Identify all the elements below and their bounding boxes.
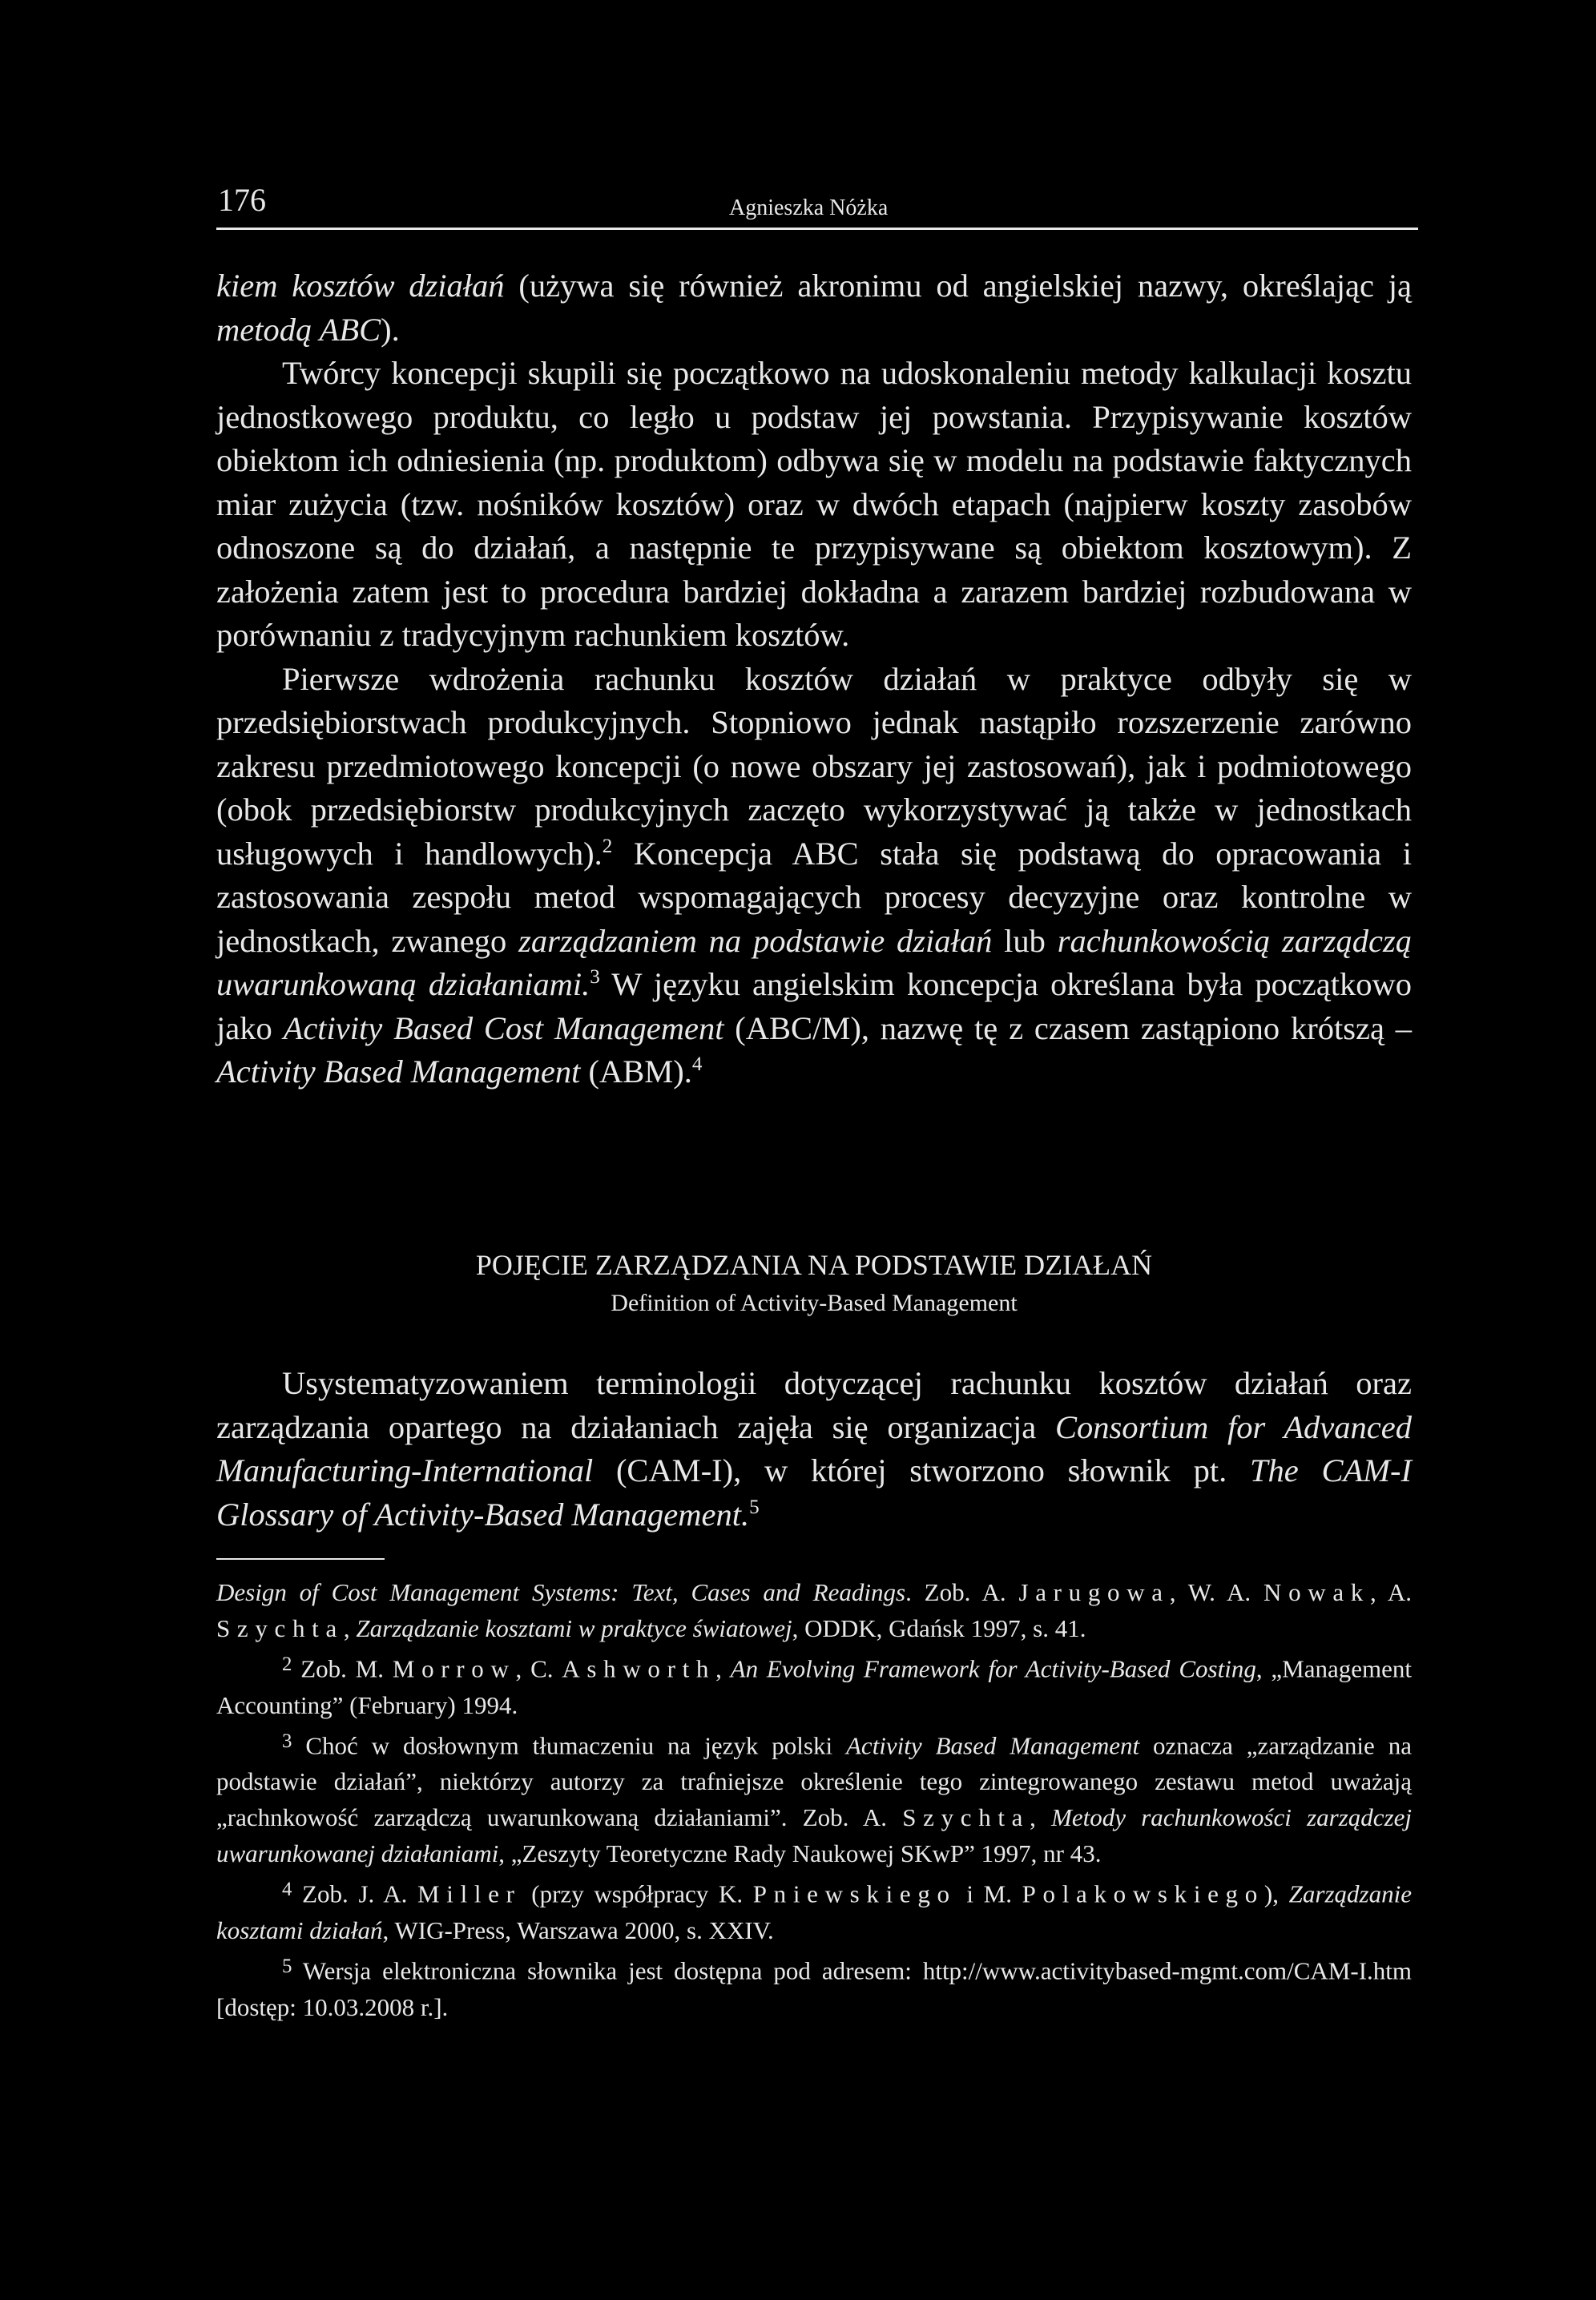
text-run: Usystematyzowaniem terminologii dotyczącej rachunku kosztów działań oraz zarządzania opartego na działaniach zajęła się organizacja xyxy=(216,1365,1412,1445)
main-text xyxy=(216,264,1412,1094)
footnote-number: 3 xyxy=(282,1730,292,1752)
italic-run: kiem kosztów działań xyxy=(216,268,505,304)
footnote xyxy=(216,1871,1412,1948)
italic-run: Zarządzanie kosztami działań xyxy=(216,1880,1412,1945)
text-run: i M. xyxy=(956,1880,1022,1909)
author-name: Morrow xyxy=(392,1654,516,1683)
italic-run: metodą ABC xyxy=(216,311,381,348)
author-name: Miller xyxy=(417,1880,522,1909)
running-head: Agnieszka Nóżka xyxy=(729,195,889,220)
footnote-separator xyxy=(216,1558,385,1560)
text-run: Wersja elektroniczna słownika jest dostępna pod adresem: http://www.activitybased-mgmt.com/CAM-I.htm [dostęp: 10.03.2008 r.]. xyxy=(216,1956,1412,2021)
footnote xyxy=(216,1948,1412,2025)
author-name: Nowak xyxy=(1264,1578,1370,1606)
footnote-ref: 2 xyxy=(602,835,613,857)
text-run: Zob. J. A. xyxy=(292,1880,418,1909)
text-run: . Zob. A. xyxy=(905,1578,1019,1606)
italic-run: Activity Based Management xyxy=(846,1731,1140,1760)
italic-run: rachunkowością zarządczą uwarunkowaną działaniami. xyxy=(216,922,1412,1002)
author-name: Pniewskiego xyxy=(752,1880,957,1909)
text-run: (ABC/M), nazwę tę z czasem zastąpiono krótszą – xyxy=(723,1009,1413,1046)
footnote xyxy=(216,1723,1412,1872)
italic-run: Consortium for Advanced Manufacturing-International xyxy=(216,1408,1412,1488)
italic-run: Metody rachunkowości zarządczej uwarunkowanej działaniami xyxy=(216,1803,1413,1868)
footnote xyxy=(216,1646,1412,1723)
paragraph-continuation xyxy=(216,264,1412,352)
text-run: W języku angielskim koncepcja określana była początkowo jako xyxy=(216,966,1412,1046)
footnote-number: 4 xyxy=(282,1879,292,1901)
text-run: Zob. M. xyxy=(292,1654,393,1683)
text-run: oznacza „zarządzanie na podstawie działań”, niektórzy autorzy za trafniejsze określenie tego zintegrowanego zestawu metod uważają „rachnkowość zarządczą uwarunkowaną działaniami”. Zob. A. xyxy=(216,1731,1412,1832)
author-name: Polakowskiego xyxy=(1022,1880,1264,1909)
text-run: ), xyxy=(1264,1880,1289,1909)
footnote-number: 2 xyxy=(282,1654,292,1675)
text-run: , xyxy=(1030,1803,1052,1832)
text-run: , xyxy=(715,1654,731,1683)
text-run: (CAM-I), w której stworzono słownik pt. xyxy=(593,1452,1251,1488)
footnote xyxy=(216,1574,1412,1646)
text-run: lub xyxy=(992,922,1058,959)
text-run: , A. xyxy=(1369,1578,1412,1606)
author-name: Szychta xyxy=(216,1614,344,1642)
text-run: , „Zeszyty Teoretyczne Rady Naukowej SKwP” 1997, nr 43. xyxy=(498,1839,1102,1868)
text-run: Koncepcja ABC stała się podstawą do opracowania i zastosowania zespołu metod wspomagających procesy decyzyjne oraz kontrolne w jednostkach, zwanego xyxy=(216,835,1412,959)
text-run: ). xyxy=(381,311,400,348)
text-run: Pierwsze wdrożenia rachunku kosztów działań w praktyce odbyły się w przedsiębiorstwach produkcyjnych. Stopniowo jednak nastąpiło rozszerzenie zarówno zakresu przedmiotowego koncepcji (o nowe obszary jej zastosowań), jak i podmiotowego (obok przedsiębiorstw produkcyjnych zaczęto wykorzystywać ją także w jednostkach usługowych i handlowych). xyxy=(216,660,1412,872)
author-name: Jarugowa xyxy=(1018,1578,1170,1606)
section-title: POJĘCIE ZARZĄDZANIA NA PODSTAWIE DZIAŁAŃ xyxy=(475,1249,1153,1281)
italic-run: Zarządzanie kosztami w praktyce światowej xyxy=(356,1614,792,1642)
text-run: Choć w dosłownym tłumaczeniu na język polski xyxy=(292,1731,846,1760)
section-heading-block xyxy=(216,1246,1412,1323)
text-run: , ODDK, Gdańsk 1997, s. 41. xyxy=(792,1614,1086,1642)
italic-run: An Evolving Framework for Activity-Based Costing xyxy=(730,1654,1256,1683)
italic-run: Design of Cost Management Systems: Text, Cases and Readings xyxy=(216,1578,906,1606)
italic-run: Activity Based Cost Management xyxy=(283,1009,724,1046)
text-run: , „Management Accounting” (February) 1994. xyxy=(216,1654,1412,1719)
section-text xyxy=(216,1362,1412,1537)
footnote-number: 5 xyxy=(282,1956,292,1978)
text-run: Twórcy koncepcji skupili się początkowo na udoskonaleniu metody kalkulacji kosztu jednostkowego produktu, co legło u podstaw jej powstania. Przypisywanie kosztów obiektom ich odniesienia (np. produktom) odbywa się w modelu na podstawie faktycznych miar zużycia (tzw. nośników kosztów) oraz w dwóch etapach (najpierw koszty zasobów odnoszone są do działań, a następnie te przypisywane są obiektom kosztowym). Z założenia zatem jest to procedura bardziej dokładna a zarazem bardziej rozbudowana w porównaniu z tradycyjnym rachunkiem kosztów. xyxy=(216,355,1412,653)
italic-run: zarządzaniem na podstawie działań xyxy=(518,922,993,959)
author-name: Ashworth xyxy=(562,1654,716,1683)
italic-run: The CAM-I Glossary of Activity-Based Management. xyxy=(216,1452,1412,1533)
footnote-ref: 4 xyxy=(691,1053,703,1075)
text-run: , W. A. xyxy=(1169,1578,1264,1606)
page-number: 176 xyxy=(218,182,266,218)
author-name: Szychta xyxy=(902,1803,1030,1832)
text-run: , C. xyxy=(515,1654,562,1683)
text-run: , WIG-Press, Warszawa 2000, s. XXIV. xyxy=(382,1916,774,1945)
section-subtitle: Definition of Activity-Based Management xyxy=(611,1290,1018,1316)
text-run: (używa się również akronimu od angielskiej nazwy, określając ją xyxy=(504,268,1413,304)
italic-run: Activity Based Management xyxy=(216,1053,581,1090)
paragraph xyxy=(216,352,1412,658)
text-run: (przy współpracy K. xyxy=(521,1880,753,1909)
paragraph xyxy=(216,658,1412,1094)
text-run: (ABM). xyxy=(580,1053,692,1090)
paragraph xyxy=(216,1362,1412,1537)
footnotes xyxy=(216,1574,1412,2025)
footnote-ref: 5 xyxy=(749,1496,760,1518)
footnote-ref: 3 xyxy=(590,965,600,988)
text-run: , xyxy=(343,1614,357,1642)
page-header xyxy=(216,178,1418,230)
